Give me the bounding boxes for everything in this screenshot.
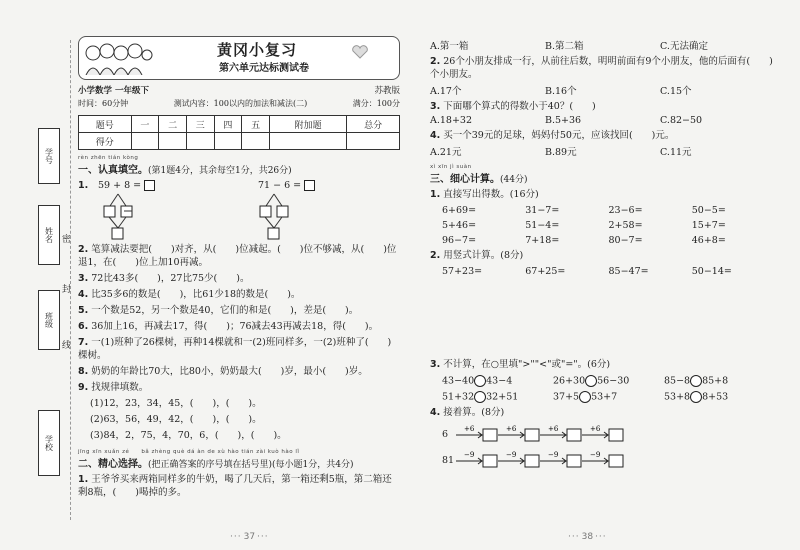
score-input-cell[interactable] — [347, 133, 400, 150]
calc-question-1 — [430, 188, 775, 201]
school-label: 学校 — [38, 410, 60, 476]
section-pinyin: jīng xīn xuǎn zé bǎ zhèng què dá àn de xù hào tián zài kuò hào lǐ — [78, 449, 300, 455]
compare-circle[interactable] — [690, 391, 702, 403]
option-b[interactable]: B.5+36 — [545, 115, 582, 126]
math-item[interactable]: 23−6= — [608, 205, 643, 216]
full-score: 满分：100分 — [352, 99, 400, 108]
mental-math-grid — [430, 205, 775, 246]
math-item[interactable]: 96−7= — [442, 235, 477, 246]
score-input-cell[interactable] — [186, 133, 214, 150]
chain-op: −9 — [590, 451, 601, 459]
calc-question-3 — [430, 358, 775, 371]
right-page — [430, 36, 775, 471]
chain-op: −9 — [506, 451, 517, 459]
question-text: 接着算。(8分) — [443, 407, 505, 418]
test-info-row — [78, 98, 400, 109]
choice-options-1 — [430, 38, 775, 52]
chain-calc-add — [442, 423, 775, 445]
question-text: 奶奶的年龄比70大，比80小，奶奶最大( )岁，最小( )岁。 — [91, 366, 368, 377]
section-fill-blanks — [78, 155, 400, 442]
unit-title: 第六单元达标测试卷 — [219, 63, 309, 74]
section-note: (44分) — [500, 175, 528, 185]
section-title — [78, 455, 400, 470]
score-input-cell[interactable] — [131, 133, 159, 150]
compare-right: 56−30 — [597, 375, 630, 387]
question-number: 1. — [78, 474, 89, 485]
score-cell: 附加题 — [269, 116, 346, 133]
question-number: 4. — [78, 289, 89, 300]
math-item[interactable]: 7+18= — [525, 235, 560, 246]
section-title-text: 二、精心选择。 — [78, 459, 148, 470]
question-number: 1. — [430, 189, 441, 200]
question-3 — [78, 272, 400, 285]
math-item[interactable]: 50−14= — [691, 266, 732, 277]
math-item[interactable]: 2+58= — [608, 220, 643, 231]
chain-diagram-add — [456, 423, 646, 445]
compare-left: 37+5 — [553, 391, 580, 403]
split-add-problem — [98, 179, 218, 240]
choice-options-3 — [430, 115, 775, 126]
math-item[interactable]: 67+25= — [525, 266, 566, 277]
student-id-label: 学号 — [38, 128, 60, 184]
chain-calc-subtract — [442, 449, 775, 471]
question-number: 9. — [78, 382, 89, 393]
compare-item — [553, 375, 664, 387]
compare-item — [442, 391, 553, 403]
calc-question-2 — [430, 249, 775, 262]
question-text: 36加上16，再减去17，得( )；76减去43再减去18，得( )。 — [91, 321, 379, 332]
compare-left: 51+32 — [442, 391, 475, 403]
score-table — [78, 115, 400, 150]
math-item[interactable]: 57+23= — [442, 266, 483, 277]
chain-op: −9 — [548, 451, 559, 459]
compare-left: 43−40 — [442, 375, 475, 387]
score-input-cell[interactable] — [214, 133, 242, 150]
math-item[interactable]: 15+7= — [691, 220, 726, 231]
equation-text: 59 + 8 = — [98, 180, 142, 191]
option-b[interactable]: B.89元 — [545, 147, 577, 158]
binding-margin — [0, 0, 70, 550]
question-number: 3. — [430, 101, 441, 112]
seal-mark-feng: 封 — [62, 285, 72, 295]
question-text: 比35多6的数是( )，比61少18的数是( )。 — [91, 289, 301, 300]
header-banner — [78, 36, 400, 80]
math-item[interactable]: 31−7= — [525, 205, 560, 216]
compare-right: 32+51 — [486, 391, 519, 403]
chain-start: 6 — [442, 429, 449, 440]
question-2 — [78, 243, 400, 269]
question-text: 直接写出得数。(16分) — [443, 189, 539, 200]
answer-box[interactable] — [304, 180, 315, 191]
score-cell: 一 — [131, 116, 159, 133]
section-title — [78, 161, 400, 176]
compare-grid — [430, 375, 775, 403]
vertical-calc-grid — [430, 266, 775, 277]
choice-question-1-part1 — [78, 473, 400, 499]
option-c[interactable]: C.无法确定 — [660, 41, 708, 52]
question-text: 找规律填数。 — [91, 382, 149, 393]
chain-op: +6 — [506, 425, 517, 433]
compare-circle[interactable] — [474, 391, 486, 403]
question-6 — [78, 320, 400, 333]
compare-item — [664, 375, 775, 387]
compare-circle[interactable] — [690, 375, 702, 387]
math-item[interactable]: 50−5= — [691, 205, 726, 216]
question-9 — [78, 381, 400, 394]
choice-question-3 — [430, 100, 775, 113]
chain-op: +6 — [548, 425, 559, 433]
score-input-cell[interactable] — [242, 133, 270, 150]
score-cell: 二 — [159, 116, 187, 133]
score-cell: 题号 — [79, 116, 132, 133]
section-pinyin: xì xīn jì suàn — [430, 164, 472, 170]
math-item[interactable]: 5+46= — [442, 220, 477, 231]
question-number: 4. — [430, 130, 441, 141]
score-input-cell[interactable] — [269, 133, 346, 150]
math-item[interactable]: 85−47= — [608, 266, 649, 277]
question-number: 2. — [430, 250, 441, 261]
question-5 — [78, 304, 400, 317]
compare-circle[interactable] — [579, 391, 591, 403]
chain-diagram-subtract — [456, 449, 646, 471]
subject: 小学数学 一年级下 — [78, 86, 149, 96]
option-c[interactable]: C.11元 — [660, 147, 692, 158]
option-b[interactable]: B.第二箱 — [545, 41, 584, 52]
question-1 — [78, 179, 400, 240]
question-text: 笔算减法要把( )对齐，从( )位减起。( )位不够减，从( )位退1，在( )位上加10再减。 — [78, 244, 397, 268]
edition: 苏教版 — [374, 86, 400, 96]
seal-mark-mi: 密 — [62, 235, 72, 245]
question-text: 下面哪个算式的得数小于40？( ) — [443, 101, 596, 112]
equation-text: 71 − 6 = — [258, 180, 302, 191]
brand-title: 黄冈小复习 — [217, 41, 298, 59]
question-number: 8. — [78, 366, 89, 377]
page-number-right: ··· 38 ··· — [568, 532, 607, 542]
question-text: 不计算，在○里填">""<"或"="。(6分) — [443, 359, 611, 370]
compare-item — [442, 375, 553, 387]
pattern-3: (3)84，2，75，4，70，6，( )，( )。 — [90, 430, 287, 441]
compare-left: 53+8 — [664, 391, 691, 403]
question-4 — [78, 288, 400, 301]
option-a[interactable]: A.17个 — [430, 86, 462, 97]
answer-box[interactable] — [144, 180, 155, 191]
split-tree-diagram — [98, 192, 218, 240]
subject-row — [78, 84, 400, 96]
section-calculation — [430, 164, 775, 471]
score-input-cell[interactable] — [159, 133, 187, 150]
section-note: (把正确答案的序号填在括号里)(每小题1分，共4分) — [148, 460, 354, 470]
score-table-score-row — [79, 133, 400, 150]
children-illustration — [83, 41, 153, 75]
question-text: 王爷爷买来两箱同样多的牛奶，喝了几天后，第一箱还剩5瓶，第二箱还剩8瓶，( )喝掉的多。 — [78, 474, 392, 498]
question-number: 1. — [78, 180, 89, 191]
section-title — [430, 170, 775, 185]
chain-start: 81 — [442, 455, 455, 466]
pattern-2: (2)63，56，49，42，( )，( )。 — [90, 414, 262, 425]
heart-icon — [351, 45, 369, 59]
question-number: 3. — [430, 359, 441, 370]
score-cell: 五 — [242, 116, 270, 133]
compare-circle[interactable] — [474, 375, 486, 387]
question-number: 7. — [78, 337, 89, 348]
compare-right: 43−4 — [486, 375, 513, 387]
calc-question-4 — [430, 406, 775, 419]
score-cell: 三 — [186, 116, 214, 133]
question-text: 用竖式计算。(8分) — [443, 250, 524, 261]
question-7 — [78, 336, 400, 362]
score-cell: 得分 — [79, 133, 132, 150]
question-number: 4. — [430, 407, 441, 418]
option-a[interactable]: A.第一箱 — [430, 41, 469, 52]
score-cell: 四 — [214, 116, 242, 133]
choice-question-4 — [430, 129, 775, 142]
compare-left: 85−8 — [664, 375, 691, 387]
choice-options-2 — [430, 83, 775, 97]
compare-circle[interactable] — [585, 375, 597, 387]
chain-op: −9 — [464, 451, 475, 459]
option-c[interactable]: C.82−50 — [660, 115, 703, 126]
question-text: 72比43多( )，27比75少( )。 — [91, 273, 250, 284]
section-pinyin: rèn zhēn tián kòng — [78, 155, 139, 161]
option-a[interactable]: A.18+32 — [430, 115, 473, 126]
chain-op: +6 — [590, 425, 601, 433]
section-title-text: 一、认真填空。 — [78, 165, 148, 176]
split-tree-diagram — [258, 192, 378, 240]
compare-right: 85+8 — [702, 375, 729, 387]
compare-right: 8+53 — [702, 391, 729, 403]
section-title-text: 三、细心计算。 — [430, 174, 500, 185]
math-item[interactable]: 46+8= — [691, 235, 726, 246]
score-table-header-row — [79, 116, 400, 133]
compare-item — [664, 391, 775, 403]
chain-op: +6 — [464, 425, 475, 433]
pattern-1: (1)12，23，34，45，( )，( )。 — [90, 398, 262, 409]
score-cell: 总分 — [347, 116, 400, 133]
choice-question-2 — [430, 55, 775, 81]
time-limit: 时间：60分钟 — [78, 99, 129, 108]
seal-mark-xian: 线 — [62, 341, 72, 351]
question-text: 一(1)班种了26棵树，再种14棵就和一(2)班同样多，一(2)班种了( )棵树。 — [78, 337, 392, 361]
section-note: (第1题4分，其余每空1分，共26分) — [148, 166, 292, 176]
option-b[interactable]: B.16个 — [545, 86, 577, 97]
question-number: 3. — [78, 273, 89, 284]
question-number: 2. — [430, 56, 441, 67]
question-text: 买一个39元的足球，妈妈付50元，应该找回( )元。 — [443, 130, 675, 141]
question-number: 2. — [78, 244, 89, 255]
compare-item — [553, 391, 664, 403]
question-8 — [78, 365, 400, 378]
compare-left: 26+30 — [553, 375, 586, 387]
class-label: 班级 — [38, 290, 60, 350]
math-item[interactable]: 6+69= — [442, 205, 477, 216]
student-name-label: 姓名 — [38, 205, 60, 265]
split-subtract-problem — [258, 179, 378, 240]
working-space[interactable] — [430, 277, 775, 355]
choice-options-4 — [430, 144, 775, 158]
compare-right: 53+7 — [591, 391, 618, 403]
cut-line — [70, 40, 71, 520]
page-number-left: ··· 37 ··· — [230, 532, 269, 542]
question-number: 5. — [78, 305, 89, 316]
question-text: 26个小朋友排成一行，从前往后数，明明前面有9个小朋友，他的后面有( )个小朋友。 — [430, 56, 773, 80]
question-text: 一个数是52，另一个数是40，它们的和是( )，差是( )。 — [91, 305, 359, 316]
left-page — [78, 36, 400, 499]
option-c[interactable]: C.15个 — [660, 86, 692, 97]
test-scope: 测试内容：100以内的加法和减法(二) — [173, 99, 308, 108]
math-item[interactable]: 80−7= — [608, 235, 643, 246]
question-number: 6. — [78, 321, 89, 332]
option-a[interactable]: A.21元 — [430, 147, 462, 158]
math-item[interactable]: 51−4= — [525, 220, 560, 231]
section-multiple-choice — [78, 447, 400, 499]
